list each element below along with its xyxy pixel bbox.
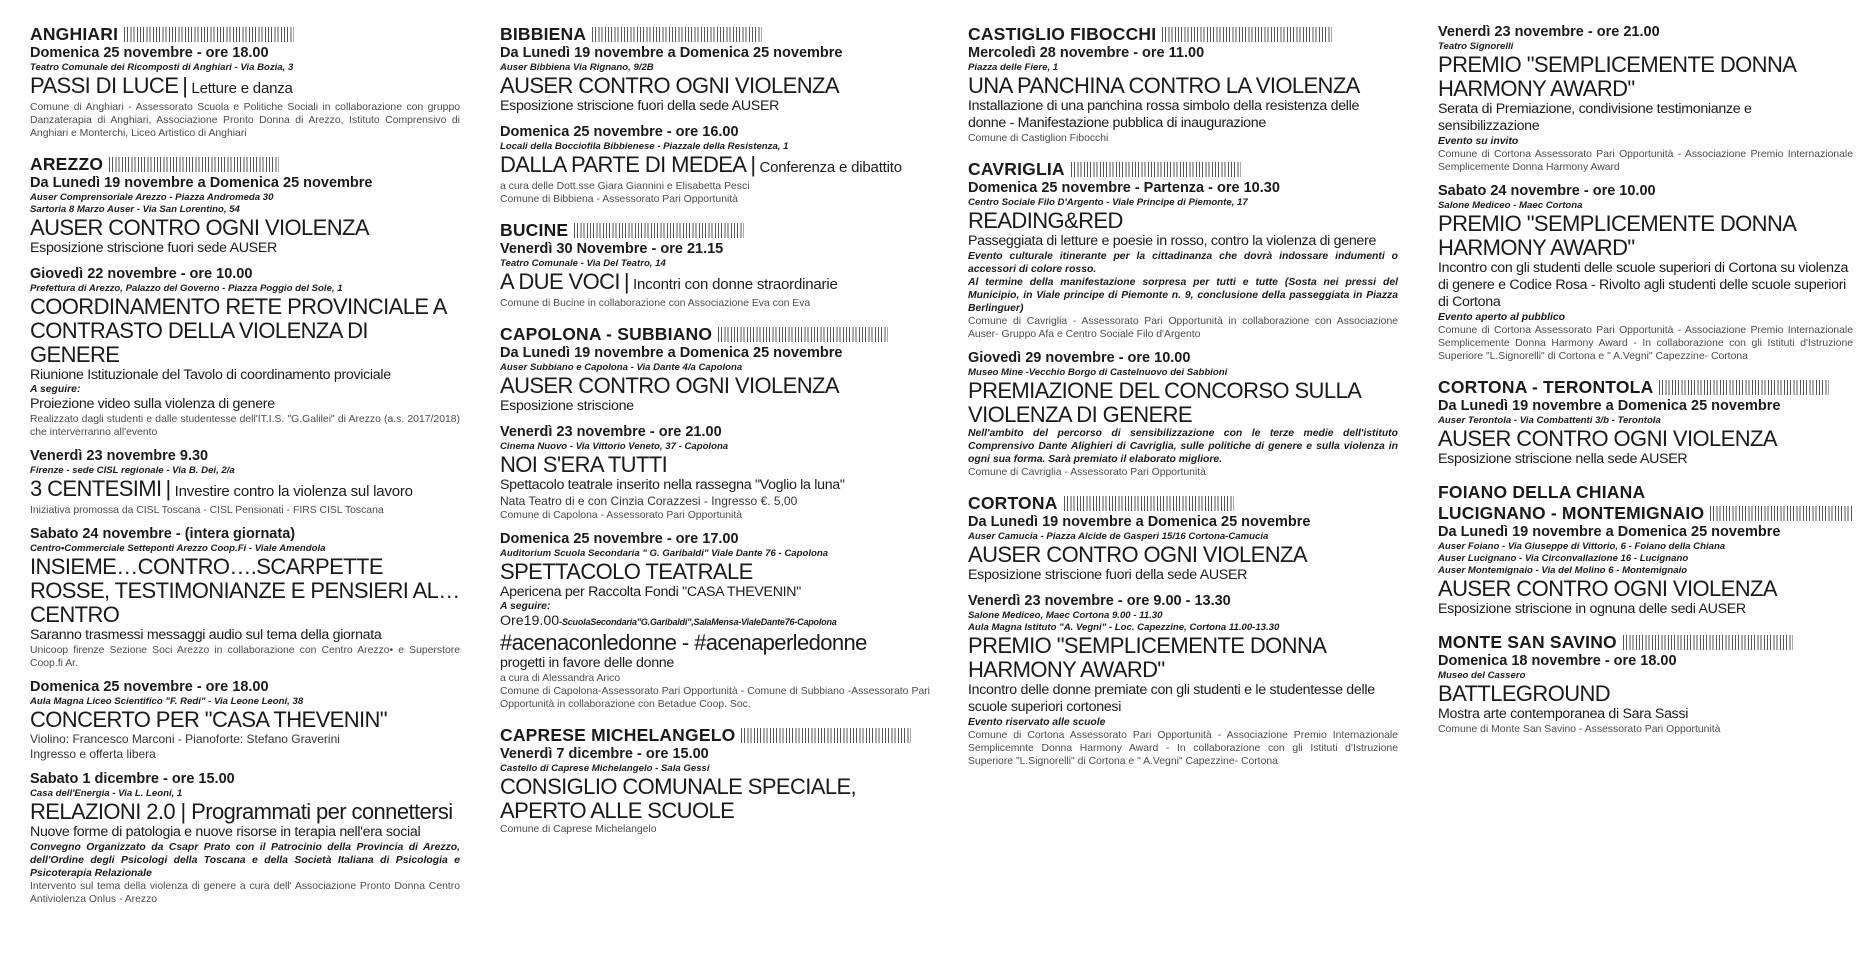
event-title <box>968 209 1398 233</box>
event-title <box>500 74 930 98</box>
event-title <box>500 453 930 477</box>
event <box>30 771 460 906</box>
event-description: Passeggiata di letture e poesie in rosso, contro la violenza di genere <box>968 233 1377 249</box>
event-organizer-secondary: Comune di Capolona-Assessorato Pari Opportunità - Comune di Subbiano -Assessorato Pari Opportunità in collaborazione con Betadue Coop. Soc. <box>500 686 930 710</box>
decorative-bars <box>1071 162 1241 177</box>
town-heading <box>968 24 1398 44</box>
town-name: CAVRIGLIA <box>968 159 1065 179</box>
event-date: Venerdì 7 dicembre - ore 15.00 <box>500 746 709 762</box>
decorative-bars <box>1064 496 1234 511</box>
event-organizer: Comune di Caprese Michelangelo <box>500 824 657 835</box>
town-section <box>1438 24 1853 363</box>
event-title-text: AUSER CONTRO OGNI VIOLENZA <box>1438 426 1777 451</box>
event-description: Esposizione striscione fuori sede AUSER <box>30 240 277 256</box>
event-venue: Salone Mediceo - Maec Cortona <box>1438 200 1583 211</box>
title-separator: | <box>623 269 630 294</box>
town-section <box>500 220 930 310</box>
decorative-bars <box>109 157 279 172</box>
town-section <box>30 154 460 906</box>
event-date: Sabato 24 novembre - ore 10.00 <box>1438 183 1656 199</box>
event <box>500 45 930 115</box>
town-name: FOIANO DELLA CHIANA <box>1438 482 1646 502</box>
event-venue: Museo Mine -Vecchio Borgo di Castelnuovo dei Sabbioni <box>968 367 1228 378</box>
event-title-text: AUSER CONTRO OGNI VIOLENZA <box>500 73 839 98</box>
event-description: Esposizione striscione fuori della sede AUSER <box>500 98 780 114</box>
event-title-text: AUSER CONTRO OGNI VIOLENZA <box>1438 576 1777 601</box>
event <box>500 531 930 711</box>
event-venue: Teatro Comunale dei Ricomposti di Anghiari - Via Bozia, 3 <box>30 62 294 73</box>
event-venue: Sartoria 8 Marzo Auser - Via San Lorentino, 54 <box>30 204 240 215</box>
event-venue: Centro Sociale Filo D'Argento - Viale Principe di Piemonte, 17 <box>968 197 1248 208</box>
event-title <box>30 74 460 101</box>
event-date: Domenica 25 novembre - ore 17.00 <box>500 531 739 547</box>
event-description: Serata di Premiazione, condivisione testimonianze e sensibilizzazione <box>1438 101 1752 134</box>
event-venue: Cinema Nuovo - Via Vittorio Veneto, 37 - Capolona <box>500 441 729 452</box>
event <box>968 593 1398 768</box>
event <box>30 526 460 670</box>
event-description: Riunione Istituzionale del Tavolo di coordinamento proviciale <box>30 367 391 383</box>
event-title-text: AUSER CONTRO OGNI VIOLENZA <box>500 373 839 398</box>
town-section <box>968 24 1398 145</box>
column-3 <box>968 24 1398 782</box>
event-organizer: Comune di Bucine in collaborazione con Associazione Eva con Eva <box>500 298 811 309</box>
event-organizer: Intervento sul tema della violenza di genere a cura dell' Associazione Pronto Donna Centro Antiviolenza Onlus - Arezzo <box>30 881 460 905</box>
town-name: CORTONA <box>968 493 1058 513</box>
event-venue: Teatro Signorelli <box>1438 41 1514 52</box>
event-type: Letture e danza <box>191 80 293 97</box>
event-organizer: Comune di Cortona Assessorato Pari Opportunità - Associazione Premio Internazionale Semplicemnte Donna Harmony Award - In collaborazione con gli Istituti d'Istruzione Superiore "L.Signorelli" di Cortona e " A.Vegni" Capezzine- Cortona <box>968 730 1398 767</box>
event-description-secondary: progetti in favore delle donne <box>500 655 674 671</box>
event <box>30 679 460 762</box>
event-venue: Castello di Caprese Michelangelo - Sala Gessi <box>500 763 710 774</box>
event-title-text: PREMIO "SEMPLICEMENTE DONNA HARMONY AWARD" <box>1438 52 1796 101</box>
event-credits: Nata Teatro di e con Cinzia Corazzesi - Ingresso €. 5,00 <box>500 494 798 508</box>
event-note: Evento aperto al pubblico <box>1438 312 1566 323</box>
event-note: Evento culturale itinerante per la cittadinanza che dovrà indossare indumenti o accessori di colore rosso. <box>968 251 1398 275</box>
event-title-text: PREMIO "SEMPLICEMENTE DONNA HARMONY AWARD" <box>1438 211 1796 260</box>
event-title <box>500 270 930 297</box>
town-heading <box>1438 503 1853 523</box>
town-section <box>968 493 1398 768</box>
event-organizer: Comune di Castiglion Fibocchi <box>968 133 1109 144</box>
event-venue: Firenze - sede CISL regionale - Via B. Dei, 2/a <box>30 465 235 476</box>
event-date: Domenica 25 novembre - ore 18.00 <box>30 45 269 61</box>
decorative-bars <box>592 27 762 42</box>
event-date: Da Lunedì 19 novembre a Domenica 25 novembre <box>30 175 373 191</box>
event-description: Saranno trasmessi messaggi audio sul tema della giornata <box>30 627 382 643</box>
event-date: Da Lunedì 19 novembre a Domenica 25 novembre <box>500 45 843 61</box>
event-title-text: AUSER CONTRO OGNI VIOLENZA <box>968 542 1307 567</box>
followup-label: A seguire: <box>30 384 81 395</box>
town-heading <box>500 220 930 240</box>
event-description: Mostra arte contemporanea di Sara Sassi <box>1438 706 1689 722</box>
event-title <box>500 775 930 823</box>
event-date: Da Lunedì 19 novembre a Domenica 25 novembre <box>968 514 1311 530</box>
followup-time: Ore19.00 <box>500 613 560 629</box>
event-note: Evento su invito <box>1438 136 1519 147</box>
event <box>500 424 930 522</box>
event-venue: Auditorium Scuola Secondaria " G. Garibaldi" Viale Dante 76 - Capolona <box>500 548 829 559</box>
followup-time-venue <box>500 613 930 631</box>
event-date: Venerdì 23 novembre - ore 21.00 <box>500 424 722 440</box>
event-description: Incontro delle donne premiate con gli studenti e le studentesse delle scuole superiori cortonesi <box>968 682 1375 715</box>
event-title <box>1438 212 1853 260</box>
event-title-text: INSIEME…CONTRO….SCARPETTE ROSSE, TESTIMONIANZE E PENSIERI AL…CENTRO <box>30 554 460 627</box>
decorative-bars <box>1162 27 1332 42</box>
column-4 <box>1438 24 1853 750</box>
event-description-secondary: Proiezione video sulla violenza di genere <box>30 396 275 412</box>
event-venue: Salone Mediceo, Maec Cortona 9.00 - 11.30 <box>968 610 1163 621</box>
town-heading <box>1438 482 1853 502</box>
town-heading <box>1438 377 1853 397</box>
event <box>500 241 930 310</box>
event-note: Evento riservato alle scuole <box>968 717 1106 728</box>
event-note-secondary: Al termine della manifestazione sorpresa per tutti e tutte (Sosta nei pressi del Municipio, in Viale principe di Piemonte n. 9, conclusione della passeggiata in Piazza Berlinguer) <box>968 277 1398 314</box>
event <box>968 514 1398 584</box>
town-heading <box>500 24 930 44</box>
event-organizer: a cura delle Dott.sse Giara Giannini e Elisabetta Pesci <box>500 181 750 192</box>
event-date: Da Lunedì 19 novembre a Domenica 25 novembre <box>500 345 843 361</box>
event <box>1438 398 1853 468</box>
event-title-text: A DUE VOCI <box>500 269 620 294</box>
event-title-text: PASSI DI LUCE <box>30 73 179 98</box>
event-date: Venerdì 23 novembre - ore 9.00 - 13.30 <box>968 593 1231 609</box>
event-title <box>30 216 460 240</box>
event <box>30 266 460 439</box>
event <box>968 350 1398 479</box>
event-description: Esposizione striscione nella sede AUSER <box>1438 451 1688 467</box>
event-venue: Teatro Comunale - Via Del Teatro, 14 <box>500 258 666 269</box>
event-title-text: COORDINAMENTO RETE PROVINCIALE A CONTRASTO DELLA VIOLENZA DI GENERE <box>30 294 446 367</box>
town-heading <box>500 324 930 344</box>
event-venue: Auser Comprensoriale Arezzo - Piazza Andromeda 30 <box>30 192 274 203</box>
town-name: ANGHIARI <box>30 24 119 44</box>
event <box>968 180 1398 341</box>
town-name: CORTONA - TERONTOLA <box>1438 377 1654 397</box>
event-venue: Prefettura di Arezzo, Palazzo del Governo - Piazza Poggio del Sole, 1 <box>30 283 343 294</box>
event <box>500 345 930 415</box>
event-title-text: BATTLEGROUND <box>1438 681 1611 706</box>
event-date: Da Lunedì 19 novembre a Domenica 25 novembre <box>1438 398 1781 414</box>
event-type: Incontri con donne straordinarie <box>633 276 838 293</box>
event-organizer: Unicoop firenze Sezione Soci Arezzo in collaborazione con Centro Arezzo• e Superstore Coop.fi Ar. <box>30 645 460 669</box>
town-heading <box>968 493 1398 513</box>
event <box>500 746 930 836</box>
event-venue: Piazza delle Fiere, 1 <box>968 62 1059 73</box>
event-title-secondary: #acenaconledonne - #acenaperledonne <box>500 630 867 655</box>
event-title-text: CONCERTO PER "CASA THEVENIN" <box>30 707 388 732</box>
decorative-bars <box>1659 380 1829 395</box>
event-credits: Violino: Francesco Marconi - Pianoforte: Stefano Graverini <box>30 732 340 746</box>
event <box>1438 183 1853 363</box>
event <box>968 45 1398 145</box>
event <box>30 175 460 257</box>
decorative-bars <box>1623 635 1793 650</box>
town-name: LUCIGNANO - MONTEMIGNAIO <box>1438 503 1705 523</box>
event-title <box>500 374 930 398</box>
event-venue: Auser Camucia - Piazza Alcide de Gasperi 15/16 Cortona-Camucia <box>968 531 1269 542</box>
event-title <box>1438 53 1853 101</box>
event-date: Domenica 25 novembre - Partenza - ore 10.30 <box>968 180 1280 196</box>
town-heading <box>1438 632 1853 652</box>
event-description: Installazione di una panchina rossa simbolo della resistenza delle donne - Manifestazione pubblica di inaugurazione <box>968 98 1360 131</box>
event-organizer: Comune di Anghiari - Assessorato Scuola e Politiche Sociali in collaborazione con gruppo Danzaterapia di Anghiari, Associazione Pronto Donna di Arezzo, Istituto Comprensivo di Anghiari e Monterchi, Liceo Artistico di Anghiari <box>30 102 460 139</box>
event-date: Venerdì 23 novembre 9.30 <box>30 448 209 464</box>
event-organizer: Iniziativa promossa da CISL Toscana - CISL Pensionati - FIRS CISL Toscana <box>30 505 384 516</box>
event-venue: Aula Magna Liceo Scientifico "F. Redi" - Via Leone Leoni, 38 <box>30 696 304 707</box>
decorative-bars <box>124 27 294 42</box>
event-date: Venerdì 23 novembre - ore 21.00 <box>1438 24 1660 40</box>
town-section <box>500 725 930 836</box>
event-date: Giovedì 22 novembre - ore 10.00 <box>30 266 253 282</box>
event-title-text: RELAZIONI 2.0 | Programmati per connettersi <box>30 799 453 824</box>
town-section <box>500 24 930 206</box>
town-section <box>1438 377 1853 468</box>
town-heading <box>500 725 930 745</box>
event-venue: Auser Subbiano e Capolona - Via Dante 4/a Capolona <box>500 362 743 373</box>
event-title-text: READING&RED <box>968 208 1123 233</box>
event-date: Sabato 24 novembre - (intera giornata) <box>30 526 296 542</box>
event <box>1438 524 1853 618</box>
event-description: Incontro con gli studenti delle scuole superiori di Cortona su violenza di genere e Codice Rosa - Rivolto agli studenti delle scuole superiori di Cortona <box>1438 260 1849 310</box>
event-title <box>968 543 1398 567</box>
event-date: Domenica 25 novembre - ore 18.00 <box>30 679 269 695</box>
event-date: Giovedì 29 novembre - ore 10.00 <box>968 350 1191 366</box>
followup-label: A seguire: <box>500 601 551 612</box>
event-description: Nuove forme di patologia e nuove risorse in terapia nell'era social <box>30 824 421 840</box>
event-organizer: a cura di Alessandra Arico <box>500 673 621 684</box>
event-venue: Centro•Commerciale Setteponti Arezzo Coop.Fi - Viale Amendola <box>30 543 326 554</box>
event-venue: Auser Terontola - Via Combattenti 3/b - Terontola <box>1438 415 1661 426</box>
event-title <box>500 560 930 584</box>
town-section <box>1438 632 1853 736</box>
town-section <box>500 324 930 711</box>
event-venue: Aula Magna Istituto "A. Vegni" - Loc. Capezzine, Cortona 11.00-13.30 <box>968 622 1280 633</box>
event-title-text: NOI S'ERA TUTTI <box>500 452 668 477</box>
event-organizer: Comune di Cavriglia - Assessorato Pari Opportunità in collaborazione con Associazione Auser- Gruppo Afa e Centro Sociale Filo d'Argento <box>968 316 1398 340</box>
event-date: Da Lunedì 19 novembre a Domenica 25 novembre <box>1438 524 1781 540</box>
event-title <box>1438 577 1853 601</box>
event-description: Apericena per Raccolta Fondi "CASA THEVENIN" <box>500 584 801 600</box>
event-venue: Auser Foiano - Via Giuseppe di Vittorio, 6 - Foiano della Chiana <box>1438 541 1726 552</box>
event-title-text: CONSIGLIO COMUNALE SPECIALE, APERTO ALLE SCUOLE <box>500 774 857 823</box>
event-title <box>500 153 930 180</box>
event-organizer: Realizzato dagli studenti e dalle studentesse dell'IT.I.S. "G.Galilei" di Arezzo (a.s. 2017/2018) che interverranno all'evento <box>30 414 460 438</box>
town-name: BIBBIENA <box>500 24 587 44</box>
title-separator: | <box>750 152 756 177</box>
event-entry-info: Ingresso e offerta libera <box>30 747 156 761</box>
event-venue: Auser Lucignano - Via Circonvallazione 16 - Lucignano <box>1438 553 1689 564</box>
event-type: Investire contro la violenza sul lavoro <box>174 483 413 500</box>
event-organizer: Comune di Capolona - Assessorato Pari Opportunità <box>500 510 743 521</box>
event-title <box>1438 682 1853 706</box>
event-title <box>30 555 460 627</box>
town-section <box>1438 482 1853 618</box>
title-separator: | <box>182 73 188 98</box>
event-description: Esposizione striscione in ognuna delle sedi AUSER <box>1438 601 1746 617</box>
event <box>30 45 460 140</box>
event-title <box>1438 427 1853 451</box>
event-date: Domenica 25 novembre - ore 16.00 <box>500 124 739 140</box>
event-title <box>30 708 460 732</box>
event-venue: Auser Bibbiena Via Rignano, 9/2B <box>500 62 654 73</box>
event-venue: Casa dell'Energia - Via L. Leoni, 1 <box>30 788 183 799</box>
event-title-text: AUSER CONTRO OGNI VIOLENZA <box>30 215 369 240</box>
event-date: Sabato 1 dicembre - ore 15.00 <box>30 771 235 787</box>
town-name: CASTIGLIO FIBOCCHI <box>968 24 1157 44</box>
title-separator: | <box>165 476 171 501</box>
town-name: CAPRESE MICHELANGELO <box>500 725 736 745</box>
town-heading <box>30 24 460 44</box>
event-date: Venerdì 30 Novembre - ore 21.15 <box>500 241 724 257</box>
decorative-bars <box>718 327 888 342</box>
event-title-text: 3 CENTESIMI <box>30 476 162 501</box>
event-organizer: Comune di Cavriglia - Assessorato Pari Opportunità <box>968 467 1206 478</box>
town-name: AREZZO <box>30 154 104 174</box>
event-venue: Museo del Cassero <box>1438 670 1526 681</box>
event-title <box>968 74 1398 98</box>
event-title <box>30 477 460 504</box>
event-date: Mercoledì 28 novembre - ore 11.00 <box>968 45 1205 61</box>
followup-venue: -ScuolaSecondaria"G.Garibaldi",SalaMensa-VialeDante76-Capolona <box>559 617 837 627</box>
event-organizer: Comune di Cortona Assessorato Pari Opportunità - Associazione Premio Internazionale Semplicemente Donna Harmony Award - In collaborazione con gli Istituti d'Istruzione Superiore "L.Signorelli" di Cortona e " A.Vegni" Capezzine- Cortona <box>1438 325 1853 362</box>
town-heading <box>968 159 1398 179</box>
event-organizer: Comune di Cortona Assessorato Pari Opportunità - Associazione Premio Internazionale Semplicemente Donna Harmony Award <box>1438 149 1853 173</box>
event <box>1438 653 1853 736</box>
decorative-bars <box>574 223 744 238</box>
decorative-bars <box>741 728 911 743</box>
event-title <box>968 634 1398 682</box>
column-2 <box>500 24 930 850</box>
event-venue: Locali della Bocciofila Bibbienese - Piazzale della Resistenza, 1 <box>500 141 789 152</box>
event-description: Spettacolo teatrale inserito nella rassegna "Voglio la luna" <box>500 477 845 493</box>
decorative-bars <box>1710 506 1853 521</box>
event-note: Nell'ambito del percorso di sensibilizzazione con le terze medie dell'istituto Comprensivo Dante Alighieri di Cavriglia, sulle politiche di genere e sulla violenza in ogni sua forma. Sarà premiato il elaborato migliore. <box>968 428 1398 465</box>
event <box>500 124 930 206</box>
town-name: MONTE SAN SAVINO <box>1438 632 1617 652</box>
event-venue: Auser Montemignaio - Via del Molino 6 - Montemignaio <box>1438 565 1688 576</box>
town-name: CAPOLONA - SUBBIANO <box>500 324 713 344</box>
event-title-text: UNA PANCHINA CONTRO LA VIOLENZA <box>968 73 1360 98</box>
town-heading <box>30 154 460 174</box>
event-description: Esposizione striscione <box>500 398 634 414</box>
town-name: BUCINE <box>500 220 569 240</box>
event <box>30 448 460 517</box>
event-title-text: PREMIAZIONE DEL CONCORSO SULLA VIOLENZA DI GENERE <box>968 378 1360 427</box>
column-1 <box>30 24 460 920</box>
town-section <box>968 159 1398 479</box>
event-note: Convegno Organizzato da Csapr Prato con il Patrocinio della Provincia di Arezzo, dell'Ordine degli Psicologi della Toscana e della Società Italiana di Psicologia e Psicoterapia Relazionale <box>30 842 460 879</box>
event-title <box>968 379 1398 427</box>
event-date: Domenica 18 novembre - ore 18.00 <box>1438 653 1677 669</box>
event-organizer: Comune di Monte San Savino - Assessorato Pari Opportunità <box>1438 724 1721 735</box>
event-title-text: DALLA PARTE DI MEDEA <box>500 152 747 177</box>
event-title <box>30 295 460 367</box>
event-title-text: PREMIO "SEMPLICEMENTE DONNA HARMONY AWARD" <box>968 633 1326 682</box>
event-title-text: SPETTACOLO TEATRALE <box>500 559 753 584</box>
event-type: Conferenza e dibattito <box>759 159 902 176</box>
town-section <box>30 24 460 140</box>
event <box>1438 24 1853 174</box>
event-title <box>30 800 460 824</box>
event-organizer-secondary: Comune di Bibbiena - Assessorato Pari Opportunità <box>500 194 738 205</box>
event-description: Esposizione striscione fuori della sede AUSER <box>968 567 1248 583</box>
